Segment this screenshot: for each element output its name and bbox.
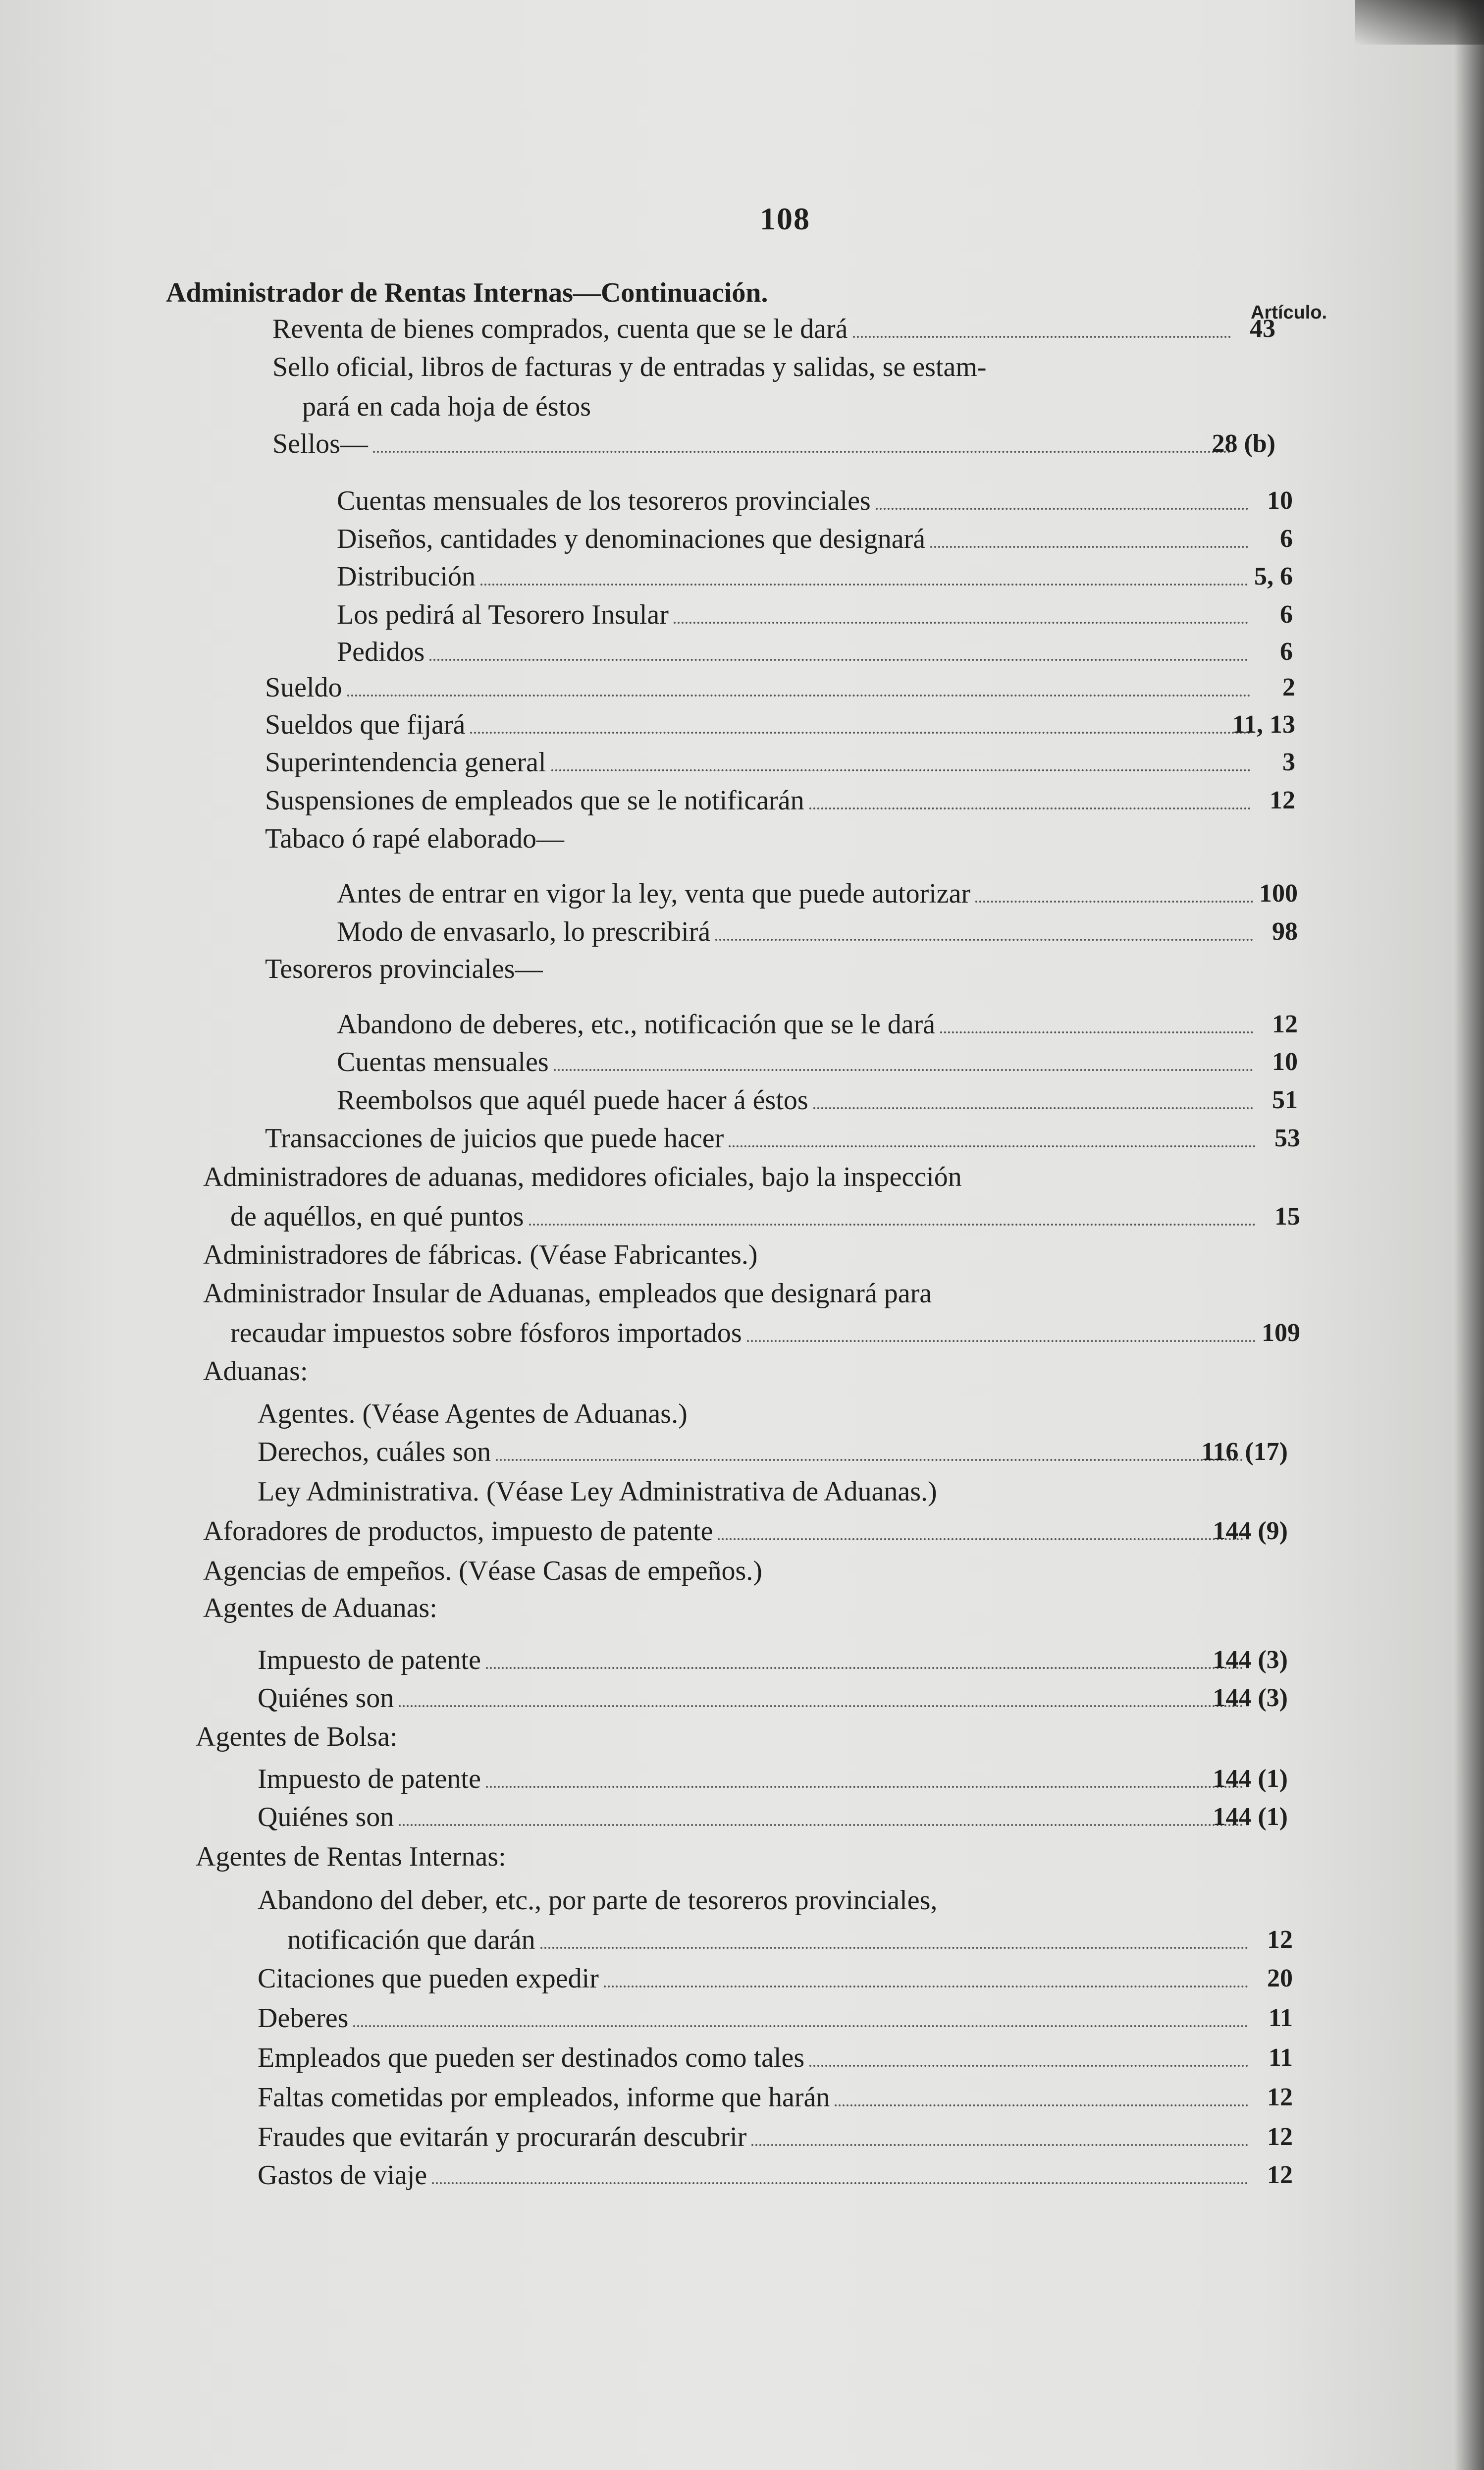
dot-leader (399, 1818, 1243, 1826)
article-reference: 12 (1267, 1926, 1293, 1954)
entry-text: Fraudes que evitarán y procurarán descubrir (258, 2122, 747, 2152)
article-reference: 12 (1267, 2083, 1293, 2111)
entry-text: Impuesto de patente (258, 1764, 481, 1794)
dot-leader (809, 2059, 1248, 2067)
entry-text: pará en cada hoja de éstos (302, 391, 591, 422)
entry-text: Tabaco ó rapé elaborado— (265, 823, 564, 854)
index-entry (287, 1922, 1293, 1958)
index-entry (258, 1434, 1288, 1470)
index-entry (166, 275, 1206, 311)
index-entry (337, 1007, 1298, 1042)
entry-text: Transacciones de juicios que puede hacer (265, 1123, 724, 1154)
entry-text: Sueldo (265, 672, 342, 703)
dot-leader (432, 2176, 1248, 2184)
article-reference: 100 (1259, 879, 1298, 908)
entry-text: Empleados que pueden ser destinados como tales (258, 2042, 805, 2073)
entry-text: recaudar impuestos sobre fósforos importados (230, 1318, 742, 1348)
entry-text: Sellos— (272, 429, 368, 459)
article-reference: 51 (1272, 1086, 1298, 1114)
index-entry (258, 2000, 1293, 2036)
entry-text: Agentes de Bolsa: (196, 1721, 398, 1752)
dot-leader (715, 933, 1253, 941)
entry-text: Sueldos que fijará (265, 709, 466, 740)
article-reference: 3 (1282, 748, 1295, 776)
article-reference: 15 (1274, 1202, 1300, 1231)
index-entry (265, 783, 1295, 818)
dot-leader (529, 1218, 1256, 1226)
index-entry (272, 349, 1288, 385)
dot-leader (813, 1101, 1253, 1109)
index-entry (258, 1474, 1273, 1509)
article-reference: 144 (3) (1213, 1684, 1288, 1712)
dot-leader (604, 1980, 1248, 1987)
dot-leader (751, 2138, 1248, 2146)
index-entry (203, 1237, 1268, 1273)
entry-text: Tesoreros provinciales— (265, 954, 543, 984)
dot-leader (718, 1532, 1243, 1540)
entry-text: Administradores de fábricas. (Véase Fabricantes.) (203, 1239, 758, 1270)
article-reference: 6 (1280, 600, 1293, 629)
article-reference: 20 (1267, 1964, 1293, 1992)
index-entry (203, 1353, 1268, 1389)
index-entry (203, 1159, 1268, 1195)
index-entry (337, 1082, 1298, 1118)
article-reference: 12 (1267, 2123, 1293, 2151)
article-reference: 109 (1262, 1319, 1300, 1347)
entry-text: Administrador Insular de Aduanas, empleados que designará para (203, 1278, 932, 1309)
index-entry (196, 1719, 1261, 1755)
article-reference: 11, 13 (1232, 710, 1295, 739)
article-reference: 98 (1272, 917, 1298, 946)
index-entry (258, 1396, 1273, 1432)
dot-leader (399, 1699, 1243, 1707)
index-entry (203, 1553, 1268, 1589)
index-entry (265, 670, 1295, 705)
article-reference: 53 (1274, 1124, 1300, 1152)
entry-text: Pedidos (337, 637, 425, 667)
index-entry (203, 1590, 1268, 1626)
entry-text: Superintendencia general (265, 747, 546, 778)
entry-text: Ley Administrativa. (Véase Ley Administrativa de Aduanas.) (258, 1476, 937, 1507)
dot-leader (853, 330, 1231, 338)
index-entry (265, 821, 1256, 857)
article-reference: 11 (1268, 2043, 1293, 2072)
index-entry (337, 876, 1298, 912)
index-entry (337, 483, 1293, 519)
dot-leader (470, 726, 1251, 734)
index-entry (265, 1121, 1300, 1156)
dot-leader (876, 502, 1248, 510)
entry-text: notificación que darán (287, 1925, 535, 1955)
index-entry (258, 2040, 1293, 2076)
entry-text: Administradores de aduanas, medidores oficiales, bajo la inspección (203, 1162, 962, 1192)
article-reference: 144 (1) (1213, 1803, 1288, 1831)
entry-text: Aforadores de productos, impuesto de patente (203, 1516, 713, 1547)
index-entry (265, 707, 1295, 743)
index-entry (272, 311, 1275, 347)
entry-text: Reventa de bienes comprados, cuenta que se le dará (272, 314, 848, 344)
entry-text: Reembolsos que aquél puede hacer á éstos (337, 1085, 808, 1116)
index-entry (337, 559, 1293, 594)
entry-text: Agencias de empeños. (Véase Casas de empeños.) (203, 1556, 762, 1586)
dot-leader (429, 653, 1248, 661)
index-entry (337, 597, 1293, 633)
dot-leader (809, 802, 1251, 809)
dot-leader (835, 2098, 1248, 2106)
entry-text: Deberes (258, 2003, 349, 2034)
index-entry (258, 1680, 1288, 1716)
dot-leader (747, 1334, 1256, 1342)
article-reference: 43 (1250, 315, 1275, 343)
article-column-header: Artículo. (1251, 302, 1327, 323)
article-reference: 5, 6 (1254, 562, 1293, 591)
index-entry (337, 914, 1298, 950)
index-entry (337, 634, 1293, 670)
entry-text: Agentes de Aduanas: (203, 1593, 437, 1623)
entry-text: Modo de envasarlo, lo prescribirá (337, 916, 711, 947)
dot-leader (540, 1941, 1248, 1949)
article-reference: 144 (9) (1213, 1517, 1288, 1545)
index-entry (258, 1642, 1288, 1678)
dot-leader (496, 1453, 1243, 1461)
dot-leader (353, 2019, 1248, 2027)
dot-leader (347, 689, 1251, 697)
entry-text: Distribución (337, 561, 476, 592)
page-number: 108 (760, 201, 810, 236)
entry-text: Gastos de viaje (258, 2160, 427, 2191)
entry-text: Antes de entrar en vigor la ley, venta que puede autorizar (337, 878, 971, 909)
entry-text: Impuesto de patente (258, 1645, 481, 1675)
dot-leader (930, 540, 1248, 548)
dot-leader (729, 1139, 1256, 1147)
entry-text: Abandono de deberes, etc., notificación que se le dará (337, 1009, 936, 1040)
entry-text: Agentes. (Véase Agentes de Aduanas.) (258, 1398, 688, 1429)
entry-text: Faltas cometidas por empleados, informe que harán (258, 2082, 830, 2113)
index-entry (337, 521, 1293, 557)
index-entry (337, 1044, 1298, 1080)
entry-text: Quiénes son (258, 1802, 394, 1832)
index-entry (302, 389, 1236, 425)
index-entry (230, 1199, 1300, 1235)
entry-text: Los pedirá al Tesorero Insular (337, 599, 669, 630)
article-reference: 12 (1267, 2161, 1293, 2189)
index-entry (258, 1799, 1288, 1835)
article-reference: 28 (b) (1212, 430, 1275, 458)
index-entry (258, 1761, 1288, 1797)
article-reference: 144 (3) (1213, 1646, 1288, 1674)
entry-text: Suspensiones de empleados que se le notificarán (265, 785, 804, 816)
article-reference: 12 (1272, 1010, 1298, 1038)
dot-leader (940, 1025, 1253, 1033)
index-entry (203, 1276, 1268, 1311)
dot-leader (551, 763, 1251, 771)
dot-leader (486, 1661, 1243, 1669)
entry-text: Diseños, cantidades y denominaciones que designará (337, 524, 926, 554)
article-reference: 11 (1268, 2004, 1293, 2032)
entry-text: de aquéllos, en qué puntos (230, 1201, 524, 1232)
article-reference: 10 (1272, 1048, 1298, 1076)
dot-leader (486, 1780, 1243, 1788)
index-entry (258, 2080, 1293, 2115)
dot-leader (373, 445, 1231, 453)
article-reference: 12 (1270, 786, 1295, 814)
entry-text: Sello oficial, libros de facturas y de entradas y salidas, se estam- (272, 352, 987, 382)
dot-leader (554, 1063, 1253, 1071)
entry-text: Derechos, cuáles son (258, 1437, 491, 1467)
dot-leader (674, 616, 1248, 624)
article-reference: 2 (1282, 673, 1295, 701)
entry-text: Cuentas mensuales de los tesoreros provinciales (337, 485, 871, 516)
dot-leader (480, 578, 1248, 586)
index-entry (265, 951, 1256, 987)
index-entry (258, 1882, 1263, 1918)
entry-text: Administrador de Rentas Internas—Continuación. (166, 277, 768, 308)
article-reference: 144 (1) (1213, 1765, 1288, 1793)
entry-text: Agentes de Rentas Internas: (196, 1841, 506, 1872)
index-entry (230, 1315, 1300, 1351)
index-entry (265, 745, 1295, 780)
entry-text: Cuentas mensuales (337, 1047, 549, 1077)
entry-text: Quiénes son (258, 1683, 394, 1714)
index-entry (272, 426, 1275, 462)
entry-text: Abandono del deber, etc., por parte de tesoreros provinciales, (258, 1885, 938, 1916)
article-reference: 116 (17) (1201, 1438, 1288, 1466)
article-reference: 10 (1267, 486, 1293, 515)
entry-text: Aduanas: (203, 1356, 308, 1387)
entry-text: Citaciones que pueden expedir (258, 1963, 599, 1994)
index-entry (258, 1961, 1293, 1996)
index-entry (258, 2157, 1293, 2193)
article-reference: 6 (1280, 638, 1293, 666)
article-reference: 6 (1280, 525, 1293, 553)
index-entry (196, 1839, 1261, 1875)
index-entry (258, 2119, 1293, 2155)
index-entry (203, 1513, 1288, 1549)
